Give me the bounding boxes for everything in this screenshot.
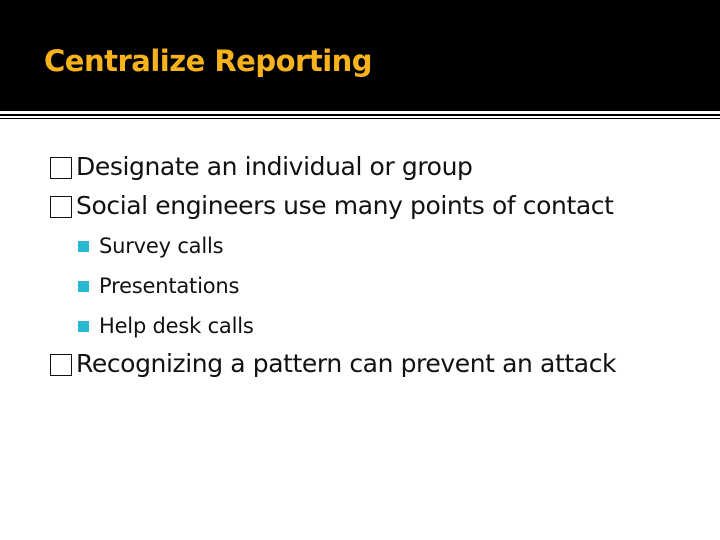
square-bullet-icon [78, 321, 89, 332]
sub-bullet-text: Survey calls [99, 234, 224, 258]
divider-line-thin [0, 118, 720, 119]
sub-bullet-text: Help desk calls [99, 314, 254, 338]
square-bullet-icon [78, 281, 89, 292]
bullet-item [50, 152, 472, 181]
missing-glyph-icon [50, 354, 72, 376]
bullet-text: Designate an individual or group [76, 152, 473, 181]
bullet-item [50, 191, 614, 220]
title-bar [0, 0, 720, 111]
bullet-item [50, 349, 616, 378]
square-bullet-icon [78, 241, 89, 252]
sub-bullet-text: Presentations [99, 274, 240, 298]
bullet-text: Recognizing a pattern can prevent an attack [76, 349, 617, 378]
slide-title: Centralize Reporting [44, 44, 373, 78]
divider-line [0, 114, 720, 116]
sub-bullet-item [78, 274, 239, 298]
missing-glyph-icon [50, 196, 72, 218]
sub-bullet-item [78, 314, 254, 338]
missing-glyph-icon [50, 157, 72, 179]
bullet-text: Social engineers use many points of contact [76, 191, 614, 220]
sub-bullet-item [78, 234, 223, 258]
